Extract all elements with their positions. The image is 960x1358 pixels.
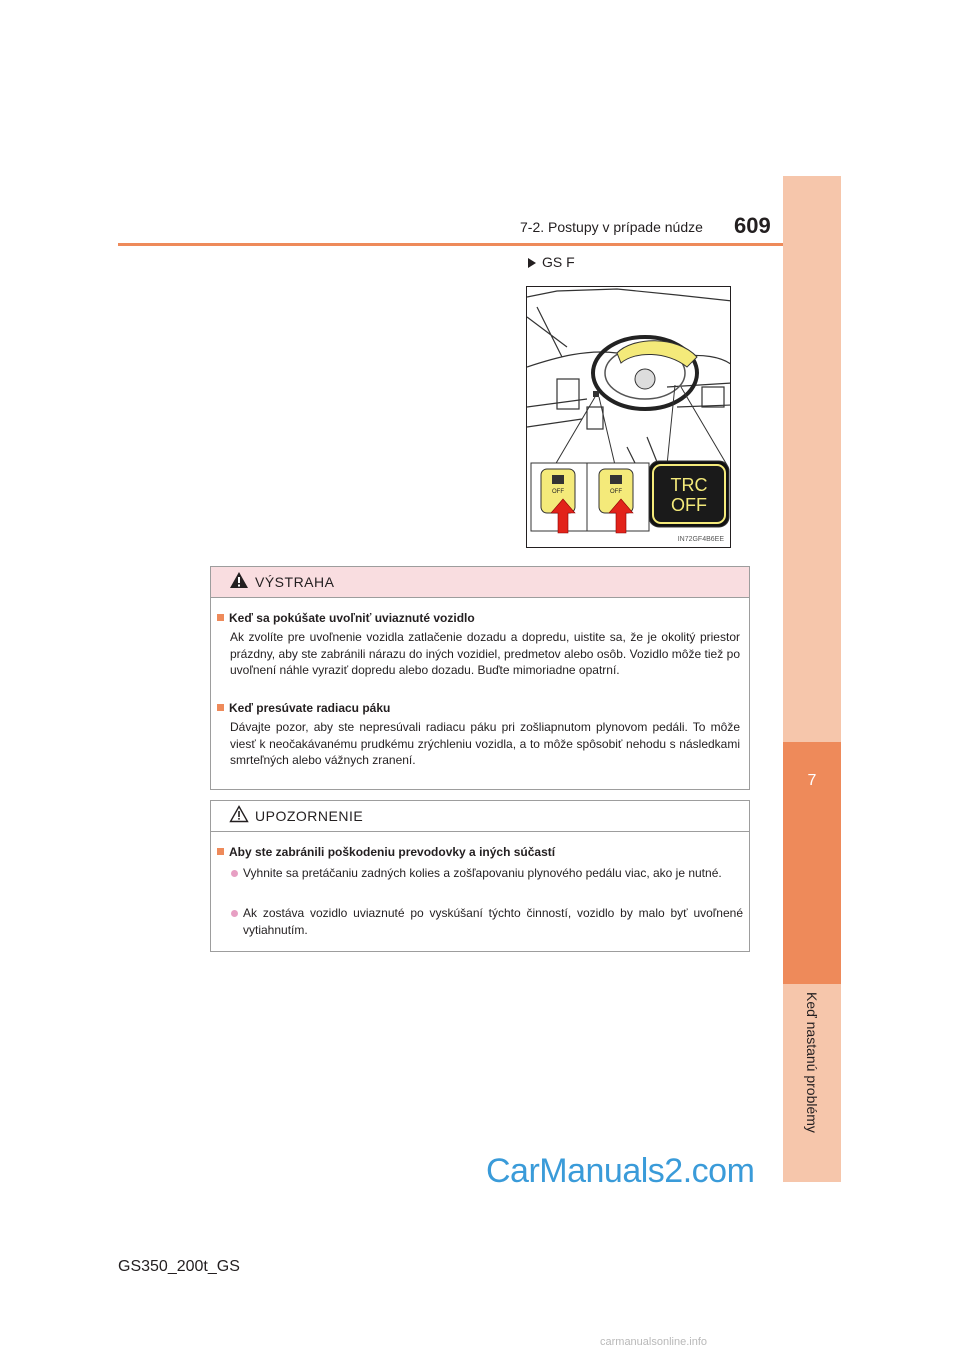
figure-code: IN72GF4B6EE bbox=[677, 536, 724, 543]
caution-triangle-icon bbox=[229, 805, 249, 823]
warning-box bbox=[210, 566, 750, 790]
warning-header bbox=[211, 567, 749, 598]
warning-triangle-icon bbox=[229, 571, 249, 589]
warning-section-text: Ak zvolíte pre uvoľnenie vozidla zatlačenie dozadu a dopredu, uistite sa, že je okolitý priestor prázdny, aby ste zabránili nárazu do iných vozidiel, predmetov alebo osôb. Vozidlo môže tiež po uvoľnení náhle vyraziť dopredu alebo dozadu. Buďte mimoriadne opatrní. bbox=[230, 630, 740, 677]
trc-button-label-line2: OFF bbox=[671, 495, 707, 515]
variant-label bbox=[528, 254, 575, 270]
watermark-secondary: carmanualsonline.info bbox=[600, 1336, 708, 1348]
chapter-title: Keď nastanú problémy bbox=[804, 992, 820, 1133]
caution-header bbox=[211, 801, 749, 832]
watermark-primary: CarManuals2.com bbox=[486, 1152, 755, 1190]
warning-section-text: Dávajte pozor, aby ste nepresúvali radiacu páku pri zošliapnutom plynovom pedáli. To môže viesť k neočakávanému prudkému zrýchleniu vozidla, a to môže spôsobiť nehodu s následkami smrteľných alebo vážnych zranení. bbox=[230, 720, 740, 767]
warning-section-heading-text: Keď presúvate radiacu páku bbox=[229, 701, 391, 715]
dashboard-illustration bbox=[526, 286, 731, 548]
caution-bullet-text: Vyhnite sa pretáčaniu zadných kolies a zošľapovaniu plynového pedálu viac, ako je nutné. bbox=[243, 866, 722, 880]
caution-box bbox=[210, 800, 750, 952]
round-bullet-icon bbox=[231, 910, 238, 917]
chapter-side-tab bbox=[783, 176, 841, 1182]
caution-section-heading-text: Aby ste zabránili poškodeniu prevodovky a iných súčastí bbox=[229, 845, 556, 859]
caution-title: UPOZORNENIE bbox=[255, 808, 364, 824]
section-title: 7-2. Postupy v prípade núdze bbox=[520, 219, 703, 235]
caution-bullet bbox=[231, 865, 743, 882]
chapter-number: 7 bbox=[807, 772, 817, 789]
small-button-label-left: OFF bbox=[552, 489, 564, 495]
dashboard-drawing bbox=[527, 287, 731, 548]
square-bullet-icon bbox=[217, 848, 224, 855]
trc-button-label-line1: TRC bbox=[670, 475, 708, 495]
triangle-pointer-icon bbox=[528, 258, 536, 268]
square-bullet-icon bbox=[217, 614, 224, 621]
square-bullet-icon bbox=[217, 704, 224, 711]
small-button-label-right: OFF bbox=[610, 489, 622, 495]
footer-model: GS350_200t_GS bbox=[118, 1258, 240, 1275]
warning-section-heading bbox=[217, 701, 390, 715]
variant-label-text: GS F bbox=[542, 254, 575, 270]
round-bullet-icon bbox=[231, 870, 238, 877]
caution-section-heading bbox=[217, 845, 555, 859]
warning-title: VÝSTRAHA bbox=[255, 574, 335, 590]
caution-bullet bbox=[231, 905, 743, 938]
caution-bullet-text: Ak zostáva vozidlo uviaznuté po vyskúšaní týchto činností, vozidlo by malo byť uvoľnené vytiahnutím. bbox=[243, 906, 743, 937]
page-number: 609 bbox=[734, 213, 771, 238]
warning-section-heading bbox=[217, 611, 475, 625]
warning-section-heading-text: Keď sa pokúšate uvoľniť uviaznuté vozidlo bbox=[229, 611, 475, 625]
header-rule bbox=[118, 243, 783, 246]
